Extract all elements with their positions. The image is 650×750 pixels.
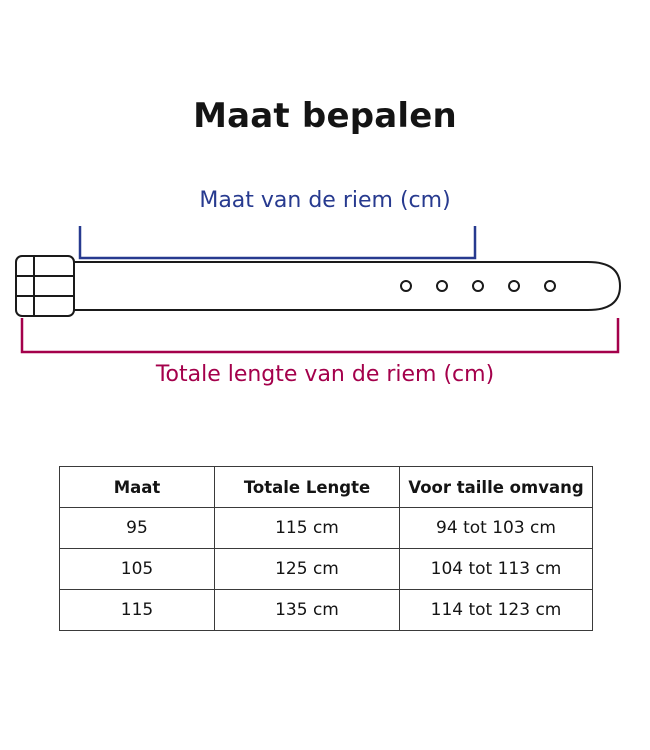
- table-row: [60, 508, 593, 549]
- total-length-label: Totale lengte van de riem (cm): [155, 362, 495, 387]
- belt-hole: [437, 281, 447, 291]
- cell-taille-omvang: 114 tot 123 cm: [400, 590, 593, 631]
- cell-maat: 115: [60, 590, 215, 631]
- cell-totale-lengte: 125 cm: [215, 549, 400, 590]
- belt-hole: [509, 281, 519, 291]
- cell-taille-omvang: 94 tot 103 cm: [400, 508, 593, 549]
- page-title: Maat bepalen: [193, 96, 457, 136]
- blue-bracket: [80, 226, 475, 258]
- belt-hole: [545, 281, 555, 291]
- cell-totale-lengte: 135 cm: [215, 590, 400, 631]
- table-row: [60, 549, 593, 590]
- column-header-totale-lengte: Totale Lengte: [215, 467, 400, 508]
- cell-taille-omvang: 104 tot 113 cm: [400, 549, 593, 590]
- red-bracket: [22, 318, 618, 352]
- belt-hole: [473, 281, 483, 291]
- size-table: [59, 466, 593, 631]
- cell-maat: 95: [60, 508, 215, 549]
- belt-shape: [16, 256, 620, 316]
- belt-hole: [401, 281, 411, 291]
- table-header-row: [60, 467, 593, 508]
- size-table-container: [59, 466, 592, 631]
- column-header-maat: Maat: [60, 467, 215, 508]
- cell-totale-lengte: 115 cm: [215, 508, 400, 549]
- column-header-taille-omvang: Voor taille omvang: [400, 467, 593, 508]
- table-row: [60, 590, 593, 631]
- cell-maat: 105: [60, 549, 215, 590]
- belt-size-label: Maat van de riem (cm): [199, 188, 451, 213]
